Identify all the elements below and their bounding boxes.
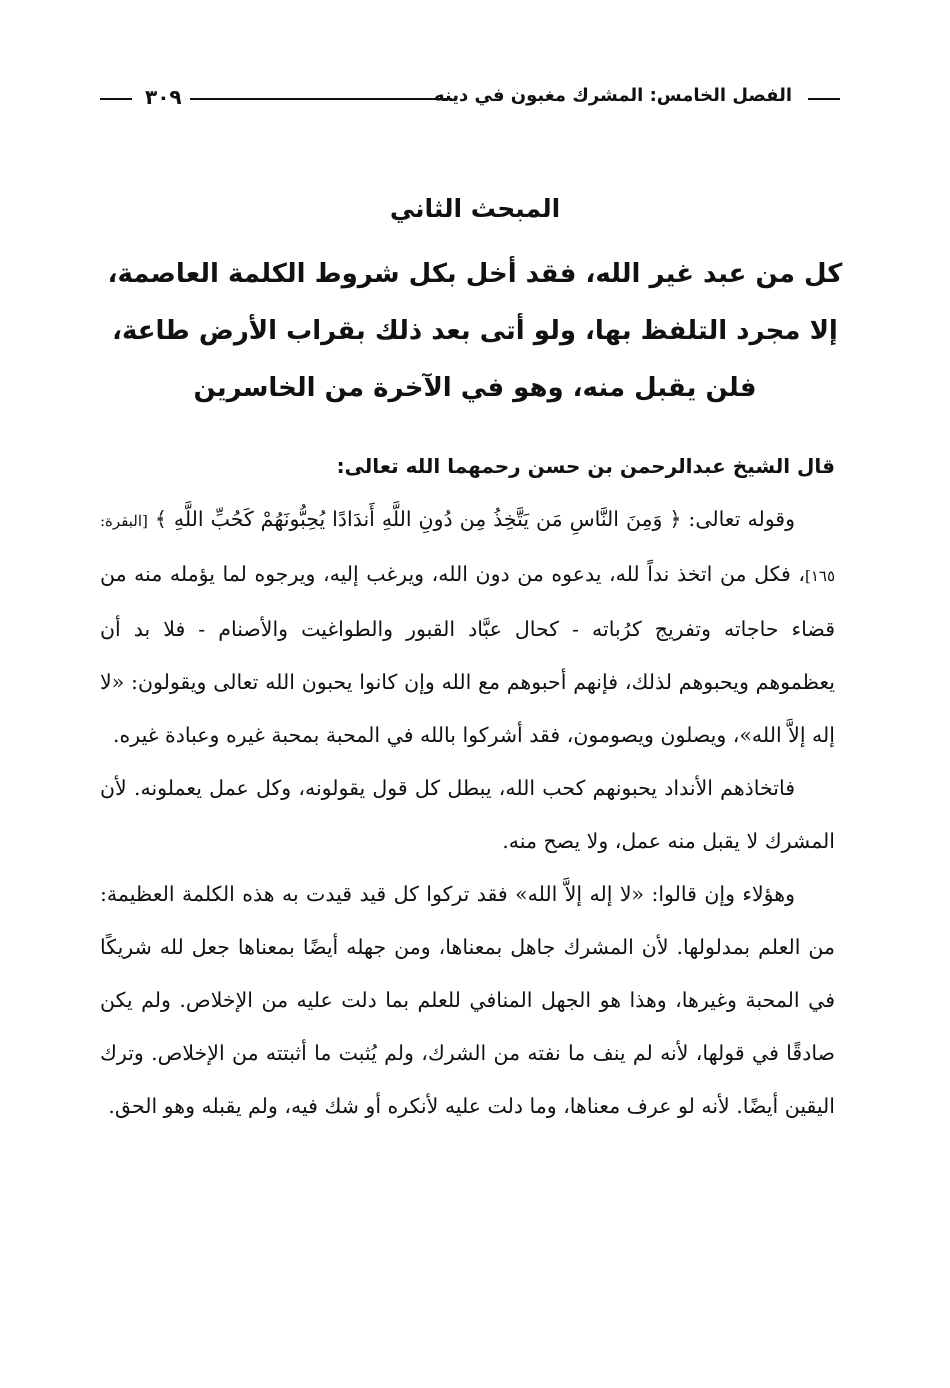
quran-verse: ﴿ وَمِنَ النَّاسِ مَن يَتَّخِذُ مِن دُونِ اللَّهِ أَندَادًا يُحِبُّونَهُمْ كَحُبِّ اللَّهِ ﴾ xyxy=(154,507,682,531)
section-title-line-3: فلن يقبل منه، وهو في الآخرة من الخاسرين xyxy=(193,373,757,403)
header-dash-right xyxy=(808,98,840,100)
section-heading: المبحث الثاني xyxy=(389,194,561,223)
paragraph-1-text: ، فكل من اتخذ نداً لله، يدعوه من دون الله، ويرغب إليه، ويرجوه لما يؤمله منه من قضاء حاجاته وتفريج كرُباته - كحال عبَّاد القبور والطواغيت والأصنام - فلا بد أن يعظموهم ويحبوهم لذلك، فإنهم أحبوهم مع الله وإن كانوا يحبون الله تعالى ويقولون: «لا إله إلاَّ الله»، ويصلون ويصومون، فقد أشركوا بالله في المحبة بمحبة غيره وعبادة غيره. xyxy=(100,562,835,747)
paragraph-1-intro: وقوله تعالى: xyxy=(681,507,796,531)
section-title xyxy=(80,246,870,417)
body-text xyxy=(100,440,835,1133)
paragraph-3: وهؤلاء وإن قالوا: «لا إله إلاَّ الله» فقد تركوا كل قيد قيدت به هذه الكلمة العظيمة: من العلم بمدلولها. لأن المشرك جاهل بمعناها، ومن جهله أيضًا بمعناها جعل لله شريكًا في المحبة وغيرها، وهذا هو الجهل المنافي للعلم بما دلت عليه من الإخلاص. ولم يكن صادقًا في قولها، لأنه لم ينف ما نفته من الشرك، ولم يُثبت ما أثبتته من الإخلاص. وترك اليقين أيضًا. لأنه لو عرف معناها، وما دلت عليه لأنكره أو شك فيه، ولم يقبله وهو الحق. xyxy=(100,882,835,1118)
verse-reference: [البقرة: ١٦٥] xyxy=(100,512,835,585)
page-number: ٣٠٩ xyxy=(145,85,182,109)
author-attribution: قال الشيخ عبدالرحمن بن حسن رحمهما الله تعالى: xyxy=(336,454,835,478)
header-chapter-title: الفصل الخامس: المشرك مغبون في دينه xyxy=(433,85,792,106)
header-dash-left xyxy=(100,98,132,100)
running-header xyxy=(100,84,840,114)
paragraph-1 xyxy=(100,493,835,762)
section-title-line-2: إلا مجرد التلفظ بها، ولو أتى بعد ذلك بقراب الأرض طاعة، xyxy=(112,316,838,346)
section-title-line-1: كل من عبد غير الله، فقد أخل بكل شروط الكلمة العاصمة، xyxy=(107,259,843,289)
paragraph-2: فاتخاذهم الأنداد يحبونهم كحب الله، يبطل كل قول يقولونه، وكل عمل يعملونه. لأن المشرك لا يقبل منه عمل، ولا يصح منه. xyxy=(100,776,835,853)
header-rule xyxy=(190,98,452,100)
